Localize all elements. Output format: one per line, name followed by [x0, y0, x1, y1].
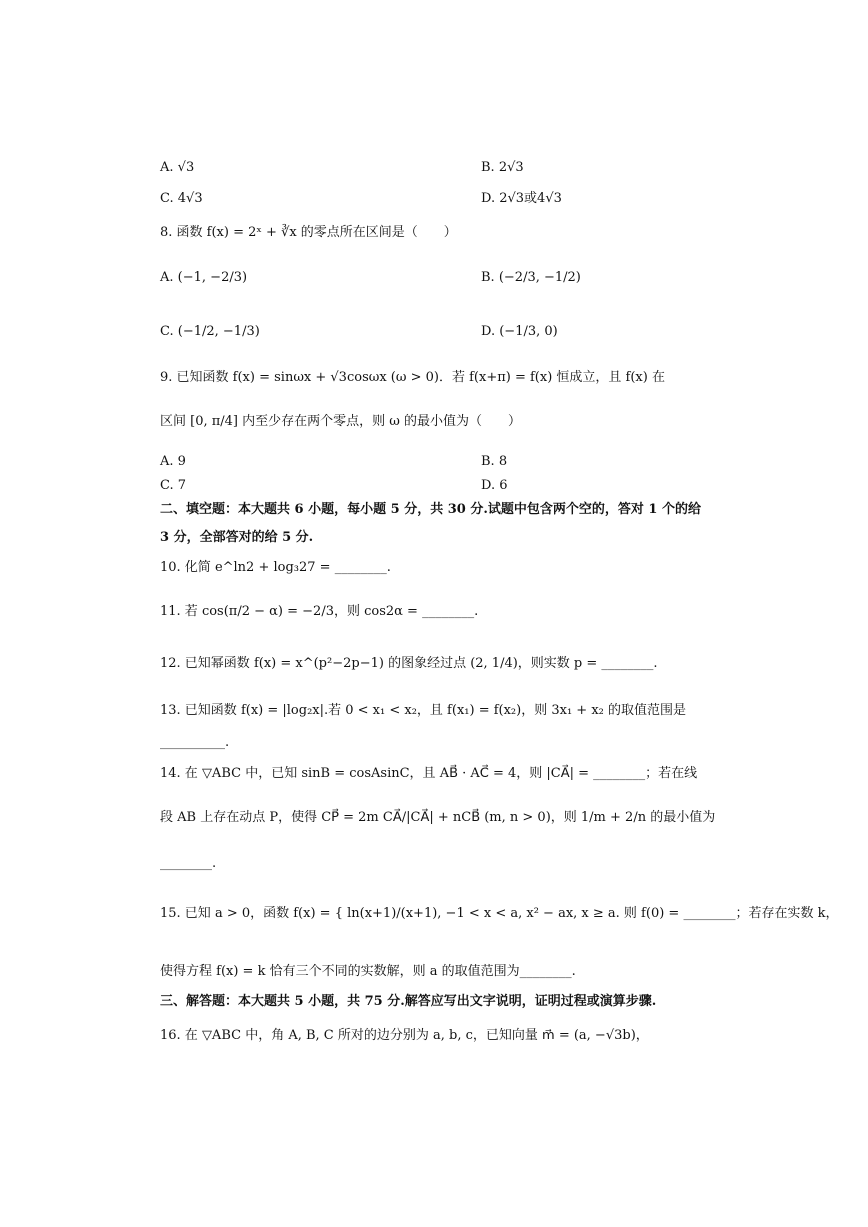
q9-stem-line2: 区间 [0, π/4] 内至少存在两个零点，则 ω 的最小值为（ ）	[160, 414, 522, 429]
q13-line1: 13. 已知函数 f(x) = |log₂x|.若 0 < x₁ < x₂，且 f(x₁) = f(x₂)，则 3x₁ + x₂ 的取值范围是	[160, 703, 686, 718]
q7-option-a-text: √3	[177, 160, 195, 175]
q7-option-d: D. 2√3或4√3	[481, 191, 562, 206]
section2-heading-line2: 3 分，全部答对的给 5 分.	[160, 530, 314, 545]
q7-option-c-text: 4√3	[177, 191, 203, 206]
q8-option-b: B. (−2/3, −1/2)	[481, 270, 581, 285]
q7-option-c: C. 4√3	[160, 191, 203, 206]
q9-option-a: A. 9	[160, 454, 186, 469]
section2-heading-line1: 二、填空题：本大题共 6 小题，每小题 5 分，共 30 分.试题中包含两个空的，答对 1 个的给	[160, 502, 701, 517]
q9-stem-line1: 9. 已知函数 f(x) = sinωx + √3cosωx (ω > 0)．若 f(x+π) = f(x) 恒成立，且 f(x) 在	[160, 370, 665, 385]
q14-line2: 段 AB 上存在动点 P，使得 CP⃗ = 2m CA⃗/|CA⃗| + nCB⃗ (m, n > 0)，则 1/m + 2/n 的最小值为	[160, 810, 716, 825]
q8-option-d: D. (−1/3, 0)	[481, 324, 558, 339]
q7-option-b-text: 2√3	[498, 160, 524, 175]
q7-option-b: B. 2√3	[481, 160, 524, 175]
q12: 12. 已知幂函数 f(x) = x^(p²−2p−1) 的图象经过点 (2, 1/4)，则实数 p = ________.	[160, 656, 658, 671]
q16: 16. 在 ▽ABC 中，角 A, B, C 所对的边分别为 a, b, c，已知向量 m⃗ = (a, −√3b)，	[160, 1028, 649, 1043]
q8-stem: 8. 函数 f(x) = 2ˣ + ∛x 的零点所在区间是（ ）	[160, 225, 457, 240]
q11: 11. 若 cos(π/2 − α) = −2/3，则 cos2α = ________.	[160, 604, 479, 619]
q15-line1: 15. 已知 a > 0，函数 f(x) = { ln(x+1)/(x+1), −1 < x < a, x² − ax, x ≥ a. 则 f(0) = ________；若存在实数 k，	[160, 906, 839, 921]
q14-line1: 14. 在 ▽ABC 中，已知 sinB = cosAsinC，且 AB⃗ · AC⃗ = 4，则 |CA⃗| = ________；若在线	[160, 766, 698, 781]
q9-option-c: C. 7	[160, 478, 187, 493]
section3-heading: 三、解答题：本大题共 5 小题，共 75 分.解答应写出文字说明，证明过程或演算步骤.	[160, 994, 657, 1009]
q13-line2: __________.	[160, 735, 230, 750]
q9-option-d: D. 6	[481, 478, 508, 493]
q9-option-b: B. 8	[481, 454, 508, 469]
q8-option-c: C. (−1/2, −1/3)	[160, 324, 260, 339]
q7-option-a: A. √3	[160, 160, 195, 175]
q8-option-a: A. (−1, −2/3)	[160, 270, 248, 285]
q10: 10. 化简 e^ln2 + log₃27 = ________.	[160, 560, 391, 575]
q14-line3: ________.	[160, 856, 217, 871]
q7-option-d-text: 2√3或4√3	[499, 191, 562, 206]
q15-line2: 使得方程 f(x) = k 恰有三个不同的实数解，则 a 的取值范围为________.	[160, 964, 576, 979]
